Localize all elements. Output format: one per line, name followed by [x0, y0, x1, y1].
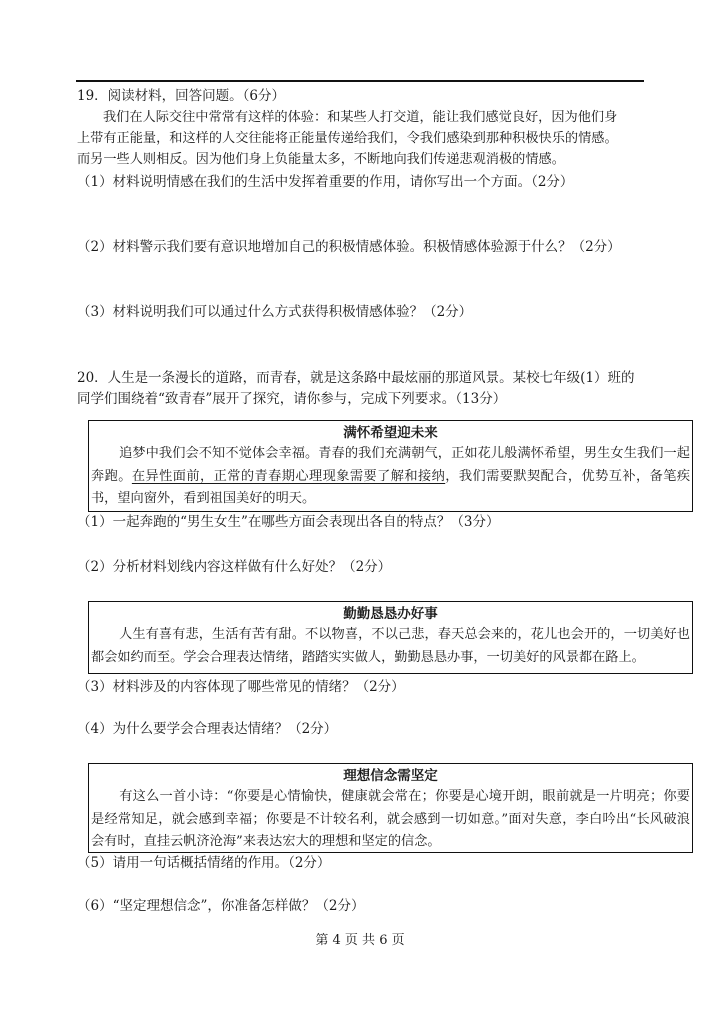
material-box-2 [88, 601, 693, 674]
q20-subquestion-6: （6）“坚定理想信念”，你准备怎样做？（2分） [77, 898, 365, 914]
q19-subquestion-1: （1）材料说明情感在我们的生活中发挥着重要的作用，请你写出一个方面。（2分） [77, 174, 574, 190]
box-1-title: 满怀希望迎未来 [343, 425, 438, 441]
q20-subquestion-5: （5）请用一句话概括情绪的作用。（2分） [77, 855, 331, 871]
top-divider [76, 80, 644, 82]
q20-intro-line-1: 20．人生是一条漫长的道路，而青春，就是这条路中最炫丽的那道风景。某校七年级(1）班的 [77, 370, 635, 386]
q19-subquestion-2: （2）材料警示我们要有意识地增加自己的积极情感体验。积极情感体验源于什么？（2分） [77, 239, 621, 255]
material-box-3 [88, 763, 693, 853]
box-3-text [91, 786, 690, 854]
box-2-body: 人生有喜有悲，生活有苦有甜。不以物喜，不以己悲，春天总会来的，花儿也会开的，一切美好也都会如约而至。学会合理表达情绪，踏踏实实做人，勤勤恳恳办事，一切美好的风景都在路上。 [91, 627, 690, 665]
material-box-1 [88, 420, 693, 512]
box-3-body: 有这么一首小诗：“你要是心情愉快，健康就会常在；你要是心境开朗，眼前就是一片明亮；你要是经常知足，就会感到幸福；你要是不计较名利，就会感到一切如意。”面对失意，李白吟出“长风破浪会有时，直挂云帆济沧海”来表达宏大的理想和坚定的信念。 [91, 789, 690, 849]
q19-subquestion-3: （3）材料说明我们可以通过什么方式获得积极情感体验？（2分） [77, 304, 473, 320]
q19-material-line-3: 而另一些人则相反。因为他们身上负能量太多，不断地向我们传递悲观消极的情感。 [77, 152, 565, 167]
q20-subquestion-2: （2）分析材料划线内容这样做有什么好处？（2分） [77, 559, 392, 575]
q20-subquestion-1: （1）一起奔跑的“男生女生”在哪些方面会表现出各自的特点？（3分） [77, 514, 500, 530]
q19-material-line-1: 我们在人际交往中常常有这样的体验：和某些人打交道，能让我们感觉良好，因为他们身 [103, 110, 618, 125]
q20-subquestion-4: （4）为什么要学会合理表达情绪？（2分） [77, 721, 338, 737]
q20-subquestion-3: （3）材料涉及的内容体现了哪些常见的情绪？（2分） [77, 679, 405, 695]
page-number: 第 4 页 共 6 页 [315, 933, 405, 948]
q19-heading: 19．阅读材料，回答问题。（6分） [77, 88, 286, 104]
box-2-text [91, 624, 690, 669]
box-3-title: 理想信念需坚定 [343, 768, 438, 784]
box-1-text-after: ，我们需要默契配合，优势互补，备笔疾书，望向窗外，看到祖国美好的明天。 [91, 468, 691, 506]
box-2-title: 勤勤恳恳办好事 [343, 606, 438, 622]
box-1-text-before: 追梦中我们会不知不觉体会幸福。青春的我们充满朝气，正如花儿般满怀希望，男生女生我们一起奔跑。 [91, 446, 690, 484]
q19-material-line-2: 上带有正能量，和这样的人交往能将正能量传递给我们，令我们感染到那种积极快乐的情感。 [77, 131, 618, 146]
box-1-text [91, 443, 690, 511]
box-1-underlined-text: 在异性面前，正常的青春期心理现象需要了解和接纳 [131, 468, 446, 484]
q20-intro-line-2: 同学们围绕着“致青春”展开了探究，请你参与，完成下列要求。（13分） [77, 391, 507, 407]
